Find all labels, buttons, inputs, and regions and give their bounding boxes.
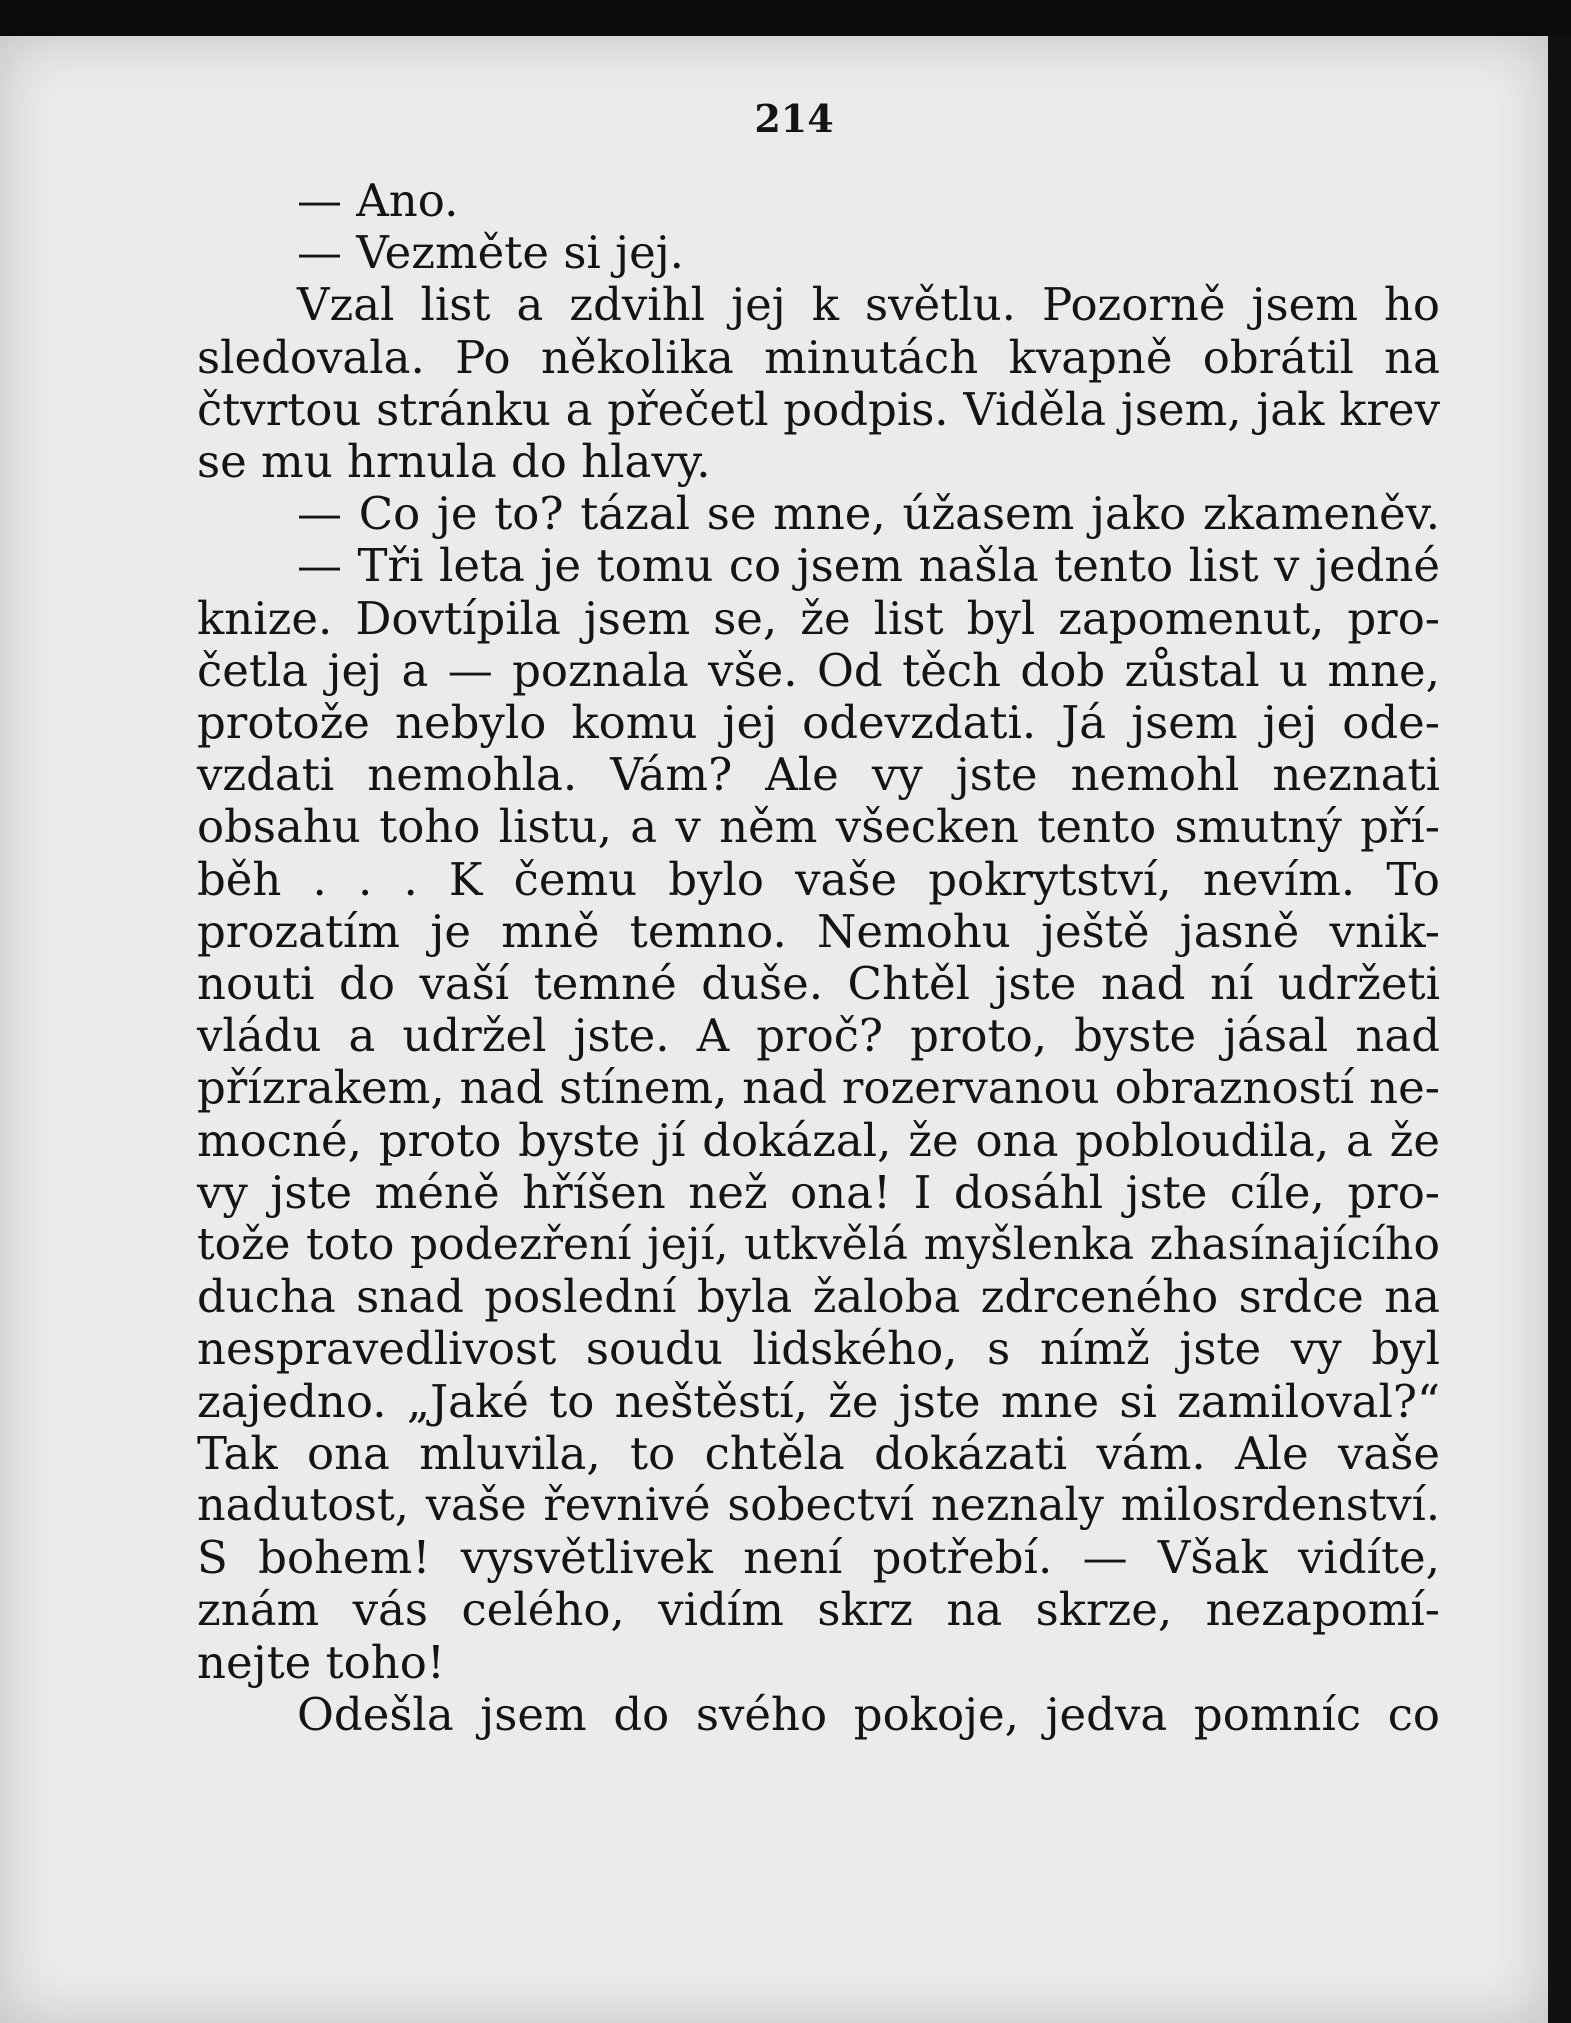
text-line: protože nebylo komu jej odevzdati. Já jsem jej ode- (197, 696, 1440, 750)
text-line: zajedno. „Jaké to neštěstí, že jste mne si zamiloval?“ (197, 1374, 1440, 1428)
text-line: knize. Dovtípila jsem se, že list byl zapomenut, pro- (197, 591, 1440, 645)
text-line: — Ano. (297, 174, 459, 227)
text-line: — Tři leta je tomu co jsem našla tento list v jedné (297, 539, 1440, 593)
text-line: čtvrtou stránku a přečetl podpis. Viděla jsem, jak krev (197, 382, 1440, 436)
text-line: S bohem! vysvětlivek není potřebí. — Však vidíte, (197, 1531, 1440, 1585)
text-line: tože toto podezření její, utkvělá myšlenka zhasínajícího (197, 1219, 1440, 1271)
page-number: 214 (754, 96, 834, 141)
scan-top-edge (0, 0, 1571, 40)
text-line: mocné, proto byste jí dokázal, že ona pobloudila, a že (197, 1113, 1440, 1167)
text-line: přízrakem, nad stínem, nad rozervanou obrazností ne- (197, 1061, 1440, 1115)
page-text-body (197, 175, 1440, 1741)
text-line: běh . . . K čemu bylo vaše pokrytství, nevím. To (197, 852, 1440, 906)
text-line: nadutost, vaše řevnivé sobectví neznaly milosrdenství. (197, 1480, 1440, 1532)
text-line: — Co je to? tázal se mne, úžasem jako zkameněv. (297, 487, 1440, 541)
scan-right-edge (1548, 36, 1571, 2023)
book-page (0, 36, 1548, 2023)
text-line: nouti do vaší temné duše. Chtěl jste nad ní udržeti (197, 957, 1440, 1011)
text-line: Odešla jsem do svého pokoje, jedva pomníc co (297, 1687, 1440, 1741)
text-line: sledovala. Po několika minutách kvapně obrátil na (197, 330, 1440, 384)
text-line: ducha snad poslední byla žaloba zdrceného srdce na (197, 1270, 1440, 1324)
text-line: Tak ona mluvila, to chtěla dokázati vám. Ale vaše (197, 1426, 1440, 1480)
text-line: se mu hrnula do hlavy. (197, 435, 711, 489)
text-line: — Vezměte si jej. (297, 226, 684, 280)
text-line: vy jste méně hříšen než ona! I dosáhl jste cíle, pro- (197, 1165, 1440, 1219)
text-line: vzdati nemohla. Vám? Ale vy jste nemohl neznati (197, 748, 1440, 802)
text-line: nejte toho! (197, 1635, 445, 1689)
text-line: znám vás celého, vidím skrz na skrze, nezapomí- (197, 1583, 1440, 1637)
text-line: obsahu toho listu, a v něm všecken tento smutný pří- (197, 800, 1440, 854)
text-line: Vzal list a zdvihl jej k světlu. Pozorně jsem ho (297, 278, 1440, 332)
text-line: nespravedlivost soudu lidského, s nímž jste vy byl (197, 1322, 1440, 1376)
text-line: prozatím je mně temno. Nemohu ještě jasně vnik- (197, 904, 1440, 958)
text-line: četla jej a — poznala vše. Od těch dob zůstal u mne, (197, 643, 1440, 697)
text-line: vládu a udržel jste. A proč? proto, byste jásal nad (197, 1009, 1440, 1063)
